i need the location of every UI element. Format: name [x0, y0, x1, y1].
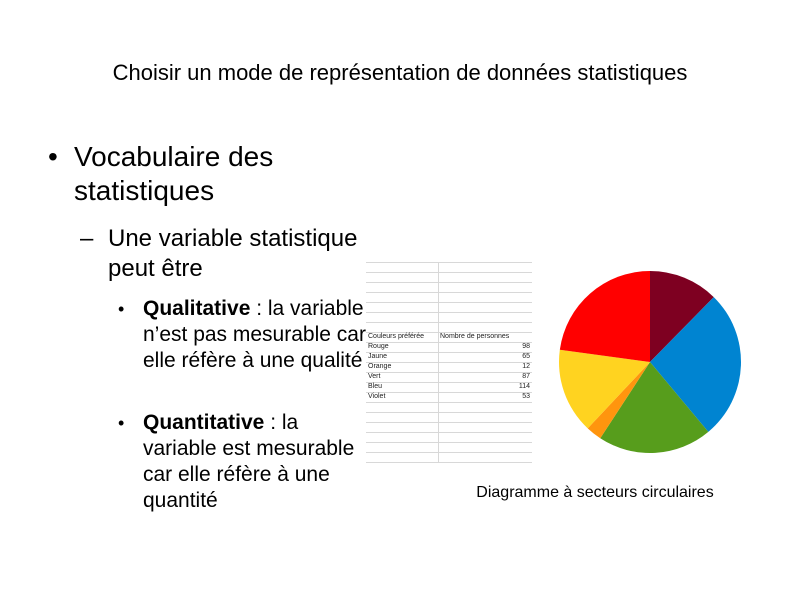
grid-line — [366, 322, 532, 323]
table-cell-value: 87 — [522, 373, 530, 380]
grid-line — [366, 462, 532, 463]
table-header-cell: Couleurs préférée — [368, 333, 425, 340]
list-item-text — [143, 410, 373, 514]
table-cell-value: 98 — [522, 343, 530, 350]
bullet-dot-icon: • — [118, 413, 125, 433]
table-cell: Jaune — [368, 353, 388, 360]
pie-chart — [552, 262, 748, 462]
grid-line — [366, 292, 532, 293]
chart-caption: Diagramme à secteurs circulaires — [476, 484, 714, 501]
dash-icon: – — [80, 225, 94, 252]
table-cell: Vert — [368, 373, 381, 380]
grid-line — [366, 412, 532, 413]
grid-line — [366, 282, 532, 283]
table-cell: Rouge — [368, 343, 389, 350]
table-cell-value: 53 — [522, 393, 530, 400]
term-definition: : la variable est mesurable car elle réfère à une quantité — [143, 411, 355, 512]
table-cell: Violet — [368, 393, 386, 400]
grid-line — [366, 272, 532, 273]
grid-line — [366, 422, 532, 423]
bullet-level2-text: Une variable statistique peut être — [108, 225, 358, 282]
grid-column-line — [438, 262, 439, 462]
term-quantitative: Quantitative — [143, 411, 265, 434]
list-item-text — [143, 296, 373, 374]
slide-title: Choisir un mode de représentation de données statistiques — [112, 60, 688, 85]
bullet-dot-icon: • — [48, 141, 58, 172]
table-cell-value: 114 — [518, 383, 530, 390]
grid-line — [366, 262, 532, 263]
table-cell-value: 12 — [522, 363, 530, 370]
grid-line — [366, 312, 532, 313]
spreadsheet-table — [366, 262, 532, 462]
table-cell: Bleu — [368, 383, 383, 390]
pie-slice-rouge — [560, 271, 650, 362]
grid-line — [366, 402, 532, 403]
table-cell: Orange — [368, 363, 392, 370]
bullet-dot-icon: • — [118, 299, 125, 319]
term-definition: : la variable n’est pas mesurable car elle réfère à une qualité — [143, 297, 366, 372]
grid-line — [366, 442, 532, 443]
term-qualitative: Qualitative — [143, 297, 251, 320]
grid-line — [366, 302, 532, 303]
table-header-cell: Nombre de personnes — [440, 333, 510, 340]
bullet-level1-text: Vocabulaire des statistiques — [74, 141, 274, 206]
table-cell-value: 65 — [522, 353, 530, 360]
grid-line — [366, 452, 532, 453]
grid-line — [366, 432, 532, 433]
